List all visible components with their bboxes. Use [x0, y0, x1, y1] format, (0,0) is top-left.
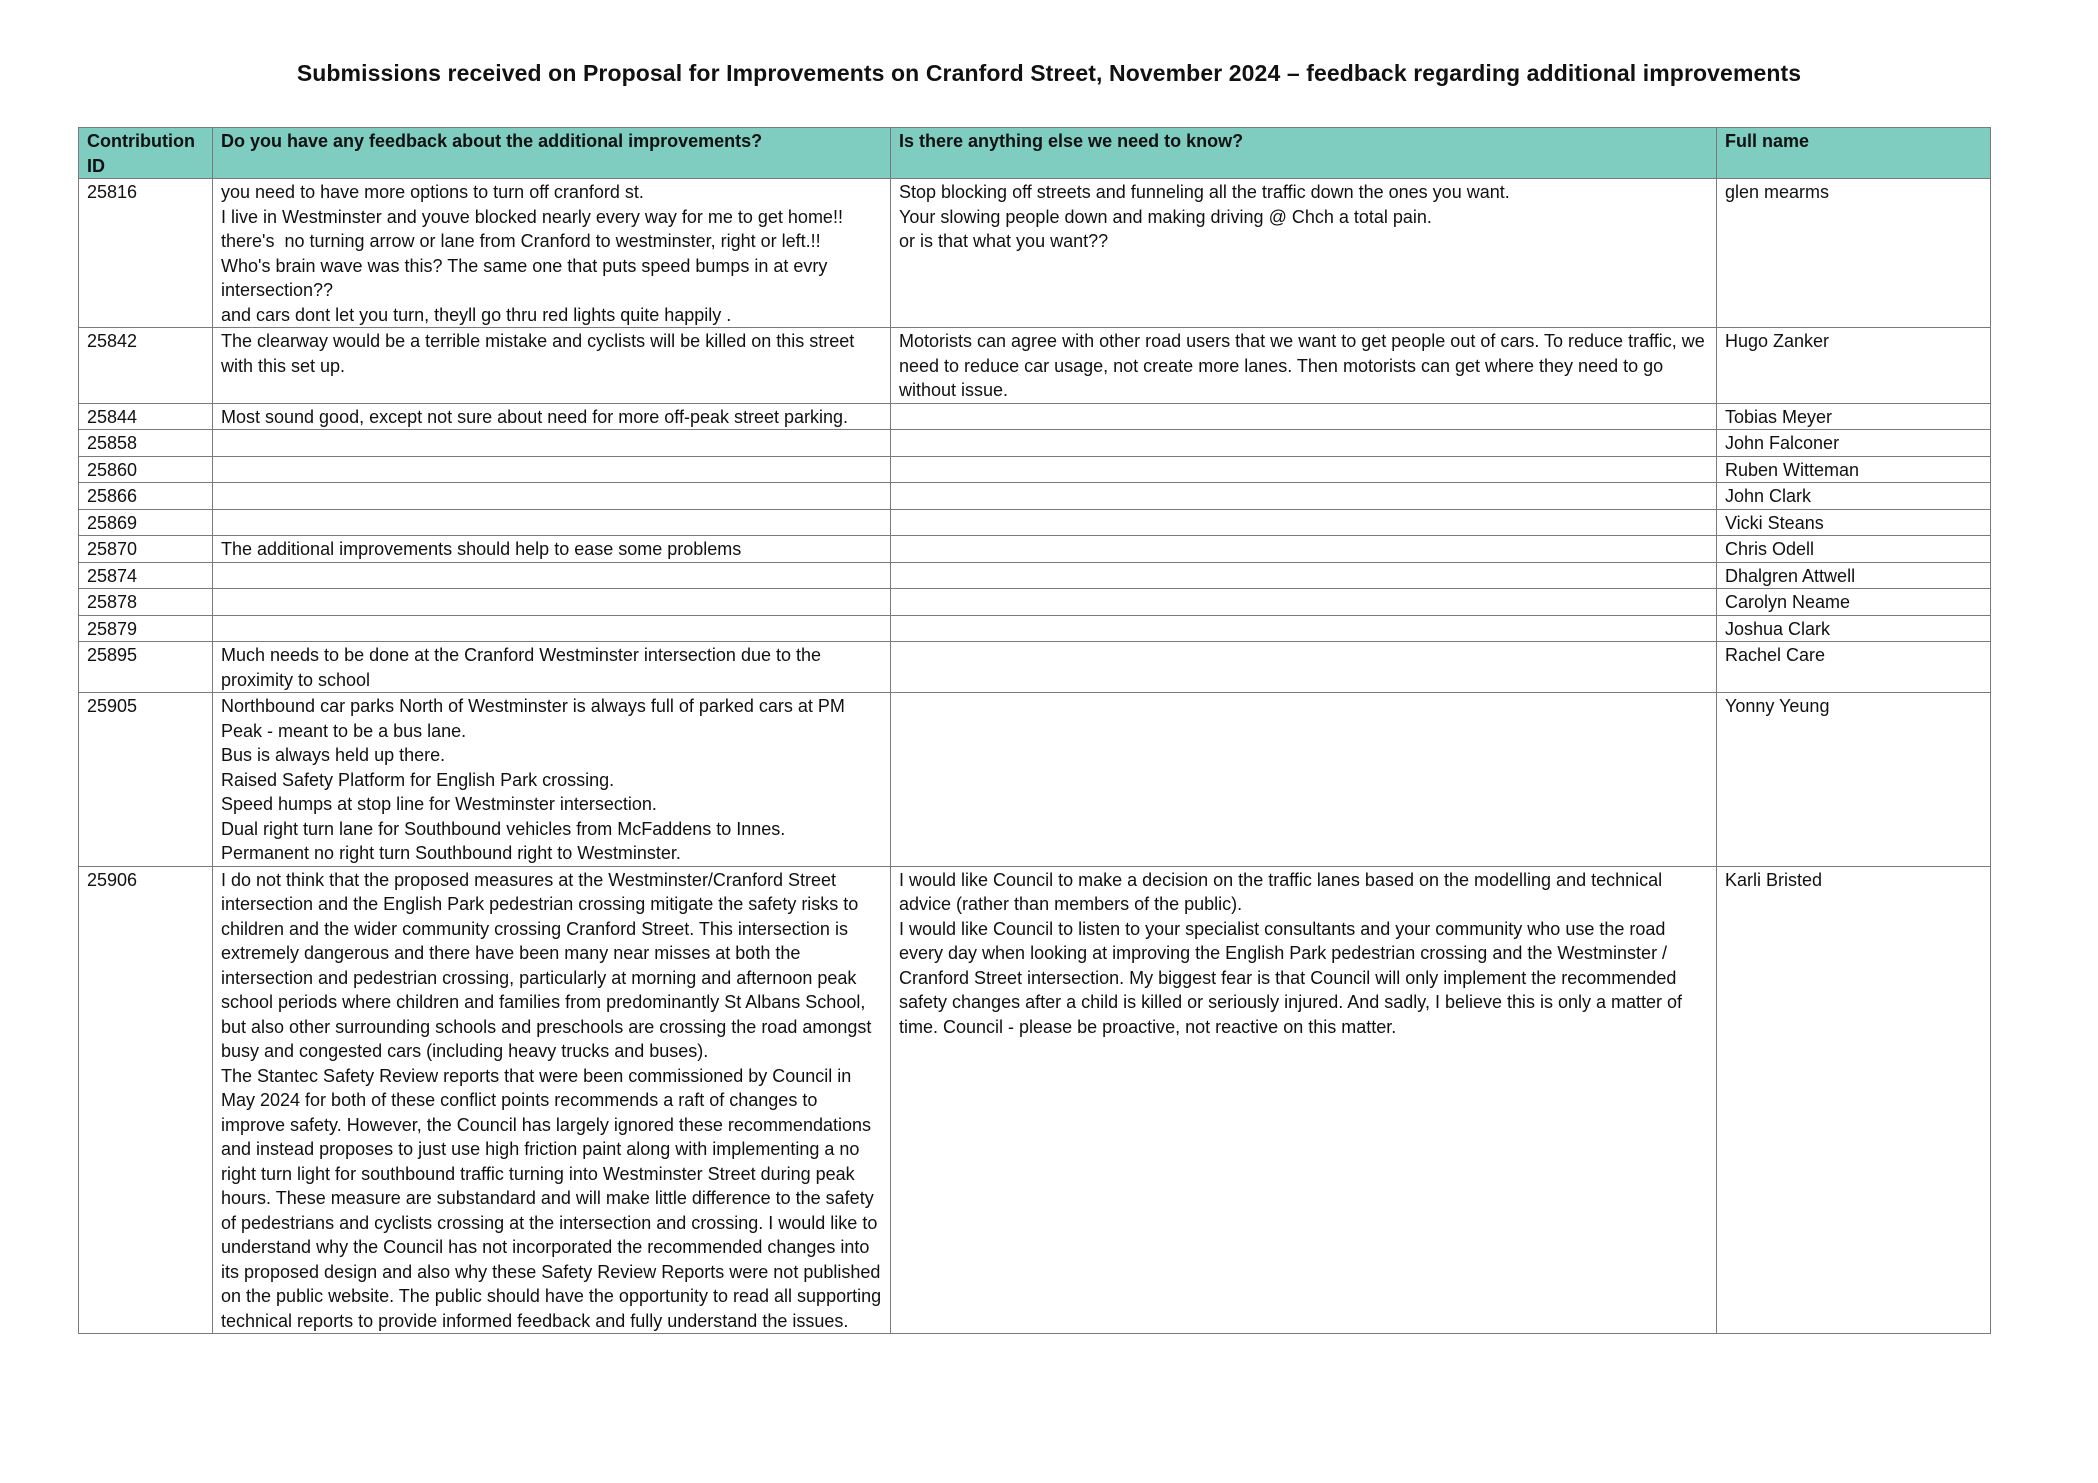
header-full-name: Full name [1717, 128, 1991, 179]
contribution-id-cell: 25869 [79, 509, 213, 536]
full-name-cell: Hugo Zanker [1717, 328, 1991, 404]
cell-line: Speed humps at stop line for Westminster intersection. [221, 794, 657, 814]
contribution-id-cell: 25842 [79, 328, 213, 404]
anything-else-cell [891, 509, 1717, 536]
full-name-cell: Ruben Witteman [1717, 456, 1991, 483]
anything-else-cell [891, 536, 1717, 563]
header-anything-else: Is there anything else we need to know? [891, 128, 1717, 179]
cell-line: you need to have more options to turn off cranford st. [221, 182, 644, 202]
table-row [79, 615, 1991, 642]
full-name-cell: Chris Odell [1717, 536, 1991, 563]
table-row [79, 866, 1991, 1334]
table-row [79, 693, 1991, 867]
cell-line: Permanent no right turn Southbound right to Westminster. [221, 843, 681, 863]
contribution-id-cell: 25860 [79, 456, 213, 483]
anything-else-cell [891, 642, 1717, 693]
feedback-cell: Much needs to be done at the Cranford Westminster intersection due to the proximity to school [213, 642, 891, 693]
header-feedback: Do you have any feedback about the additional improvements? [213, 128, 891, 179]
cell-line: Bus is always held up there. [221, 745, 446, 765]
anything-else-cell: Motorists can agree with other road users that we want to get people out of cars. To reduce traffic, we need to reduce car usage, not create more lanes. Then motorists can get where they need to go without issue. [891, 328, 1717, 404]
feedback-cell [213, 456, 891, 483]
feedback-cell: The clearway would be a terrible mistake and cyclists will be killed on this street with this set up. [213, 328, 891, 404]
table-row [79, 642, 1991, 693]
cell-line: The Stantec Safety Review reports that were been commissioned by Council in May 2024 for both of these conflict points recommends a raft of changes to improve safety. However, the Council has largely ignored these recommendations and instead proposes to just use high friction paint along with implementing a no right turn light for southbound traffic turning into Westminster Street during peak hours. These measure are substandard and will make little difference to the safety of pedestrians and cyclists crossing at the intersection and crossing. I would like to understand why the Council has not incorporated the recommended changes into its proposed design and also why these Safety Review Reports were not published on the public website. The public should have the opportunity to read all supporting technical reports to provide informed feedback and fully understand the issues. [221, 1065, 887, 1331]
contribution-id-cell: 25866 [79, 483, 213, 510]
contribution-id-cell: 25906 [79, 866, 213, 1334]
full-name-cell: Carolyn Neame [1717, 589, 1991, 616]
feedback-cell: Most sound good, except not sure about need for more off-peak street parking. [213, 403, 891, 430]
contribution-id-cell: 25858 [79, 430, 213, 457]
cell-line: Who's brain wave was this? The same one that puts speed bumps in at evry intersection?? [221, 255, 833, 300]
submissions-table [78, 127, 1991, 1334]
anything-else-cell [891, 693, 1717, 867]
cell-line: there's no turning arrow or lane from Cranford to westminster, right or left.!! [221, 231, 821, 251]
feedback-cell [213, 589, 891, 616]
feedback-cell [213, 430, 891, 457]
contribution-id-cell: 25878 [79, 589, 213, 616]
contribution-id-cell: 25874 [79, 562, 213, 589]
table-row [79, 589, 1991, 616]
cell-line: Your slowing people down and making driving @ Chch a total pain. [899, 206, 1432, 227]
feedback-cell [213, 562, 891, 589]
contribution-id-cell: 25895 [79, 642, 213, 693]
contribution-id-cell: 25905 [79, 693, 213, 867]
feedback-cell [213, 615, 891, 642]
table-row [79, 328, 1991, 404]
anything-else-cell [891, 430, 1717, 457]
contribution-id-cell: 25870 [79, 536, 213, 563]
anything-else-cell [891, 866, 1717, 1334]
full-name-cell: glen mearms [1717, 179, 1991, 328]
anything-else-cell [891, 589, 1717, 616]
table-header-row [79, 128, 1991, 179]
full-name-cell: Vicki Steans [1717, 509, 1991, 536]
anything-else-cell [891, 456, 1717, 483]
table-row [79, 536, 1991, 563]
feedback-cell [213, 483, 891, 510]
anything-else-cell [891, 562, 1717, 589]
cell-line: I live in Westminster and youve blocked nearly every way for me to get home!! [221, 206, 843, 227]
cell-line: I would like Council to listen to your specialist consultants and your community who use the road every day when looking at improving the English Park pedestrian crossing and the Westminster / Cranford Street intersection. My biggest fear is that Council will only implement the recommended safety changes after a child is killed or seriously injured. And sadly, I believe this is only a matter of time. Council - please be proactive, not reactive on this matter. [899, 918, 1688, 1037]
cell-line: and cars dont let you turn, theyll go thru red lights quite happily . [221, 304, 732, 325]
header-contribution-id: Contribution ID [79, 128, 213, 179]
full-name-cell: Dhalgren Attwell [1717, 562, 1991, 589]
table-row [79, 430, 1991, 457]
cell-line: or is that what you want?? [899, 231, 1109, 251]
table-row [79, 509, 1991, 536]
cell-line: Northbound car parks North of Westminster is always full of parked cars at PM Peak - meant to be a bus lane. [221, 696, 850, 741]
contribution-id-cell: 25879 [79, 615, 213, 642]
full-name-cell: Tobias Meyer [1717, 403, 1991, 430]
cell-line: Stop blocking off streets and funneling all the traffic down the ones you want. [899, 182, 1510, 202]
contribution-id-cell: 25844 [79, 403, 213, 430]
cell-line: Dual right turn lane for Southbound vehicles from McFaddens to Innes. [221, 818, 786, 839]
contribution-id-cell: 25816 [79, 179, 213, 328]
table-row [79, 403, 1991, 430]
feedback-cell [213, 866, 891, 1334]
cell-line: I would like Council to make a decision on the traffic lanes based on the modelling and technical advice (rather than members of the public). [899, 869, 1668, 914]
full-name-cell: John Clark [1717, 483, 1991, 510]
anything-else-cell [891, 483, 1717, 510]
feedback-cell [213, 179, 891, 328]
cell-line: Raised Safety Platform for English Park crossing. [221, 769, 615, 790]
full-name-cell: Joshua Clark [1717, 615, 1991, 642]
full-name-cell: Rachel Care [1717, 642, 1991, 693]
feedback-cell: The additional improvements should help to ease some problems [213, 536, 891, 563]
full-name-cell: John Falconer [1717, 430, 1991, 457]
table-row [79, 483, 1991, 510]
anything-else-cell [891, 179, 1717, 328]
full-name-cell: Karli Bristed [1717, 866, 1991, 1334]
cell-line: I do not think that the proposed measures at the Westminster/Cranford Street intersection and the English Park pedestrian crossing mitigate the safety risks to children and the wider community crossing Cranford Street. This intersection is extremely dangerous and there have been many near misses at both the intersection and pedestrian crossing, particularly at morning and afternoon peak school periods where children and families from predominantly St Albans School, but also other surrounding schools and preschools are crossing the road amongst busy and congested cars (including heavy trucks and buses). [221, 869, 877, 1061]
anything-else-cell [891, 615, 1717, 642]
anything-else-cell [891, 403, 1717, 430]
page-title: Submissions received on Proposal for Improvements on Cranford Street, November 2024 – feedback regarding additional improvements [296, 60, 1802, 86]
feedback-cell [213, 509, 891, 536]
feedback-cell [213, 693, 891, 867]
table-row [79, 179, 1991, 328]
table-row [79, 456, 1991, 483]
table-row [79, 562, 1991, 589]
full-name-cell: Yonny Yeung [1717, 693, 1991, 867]
